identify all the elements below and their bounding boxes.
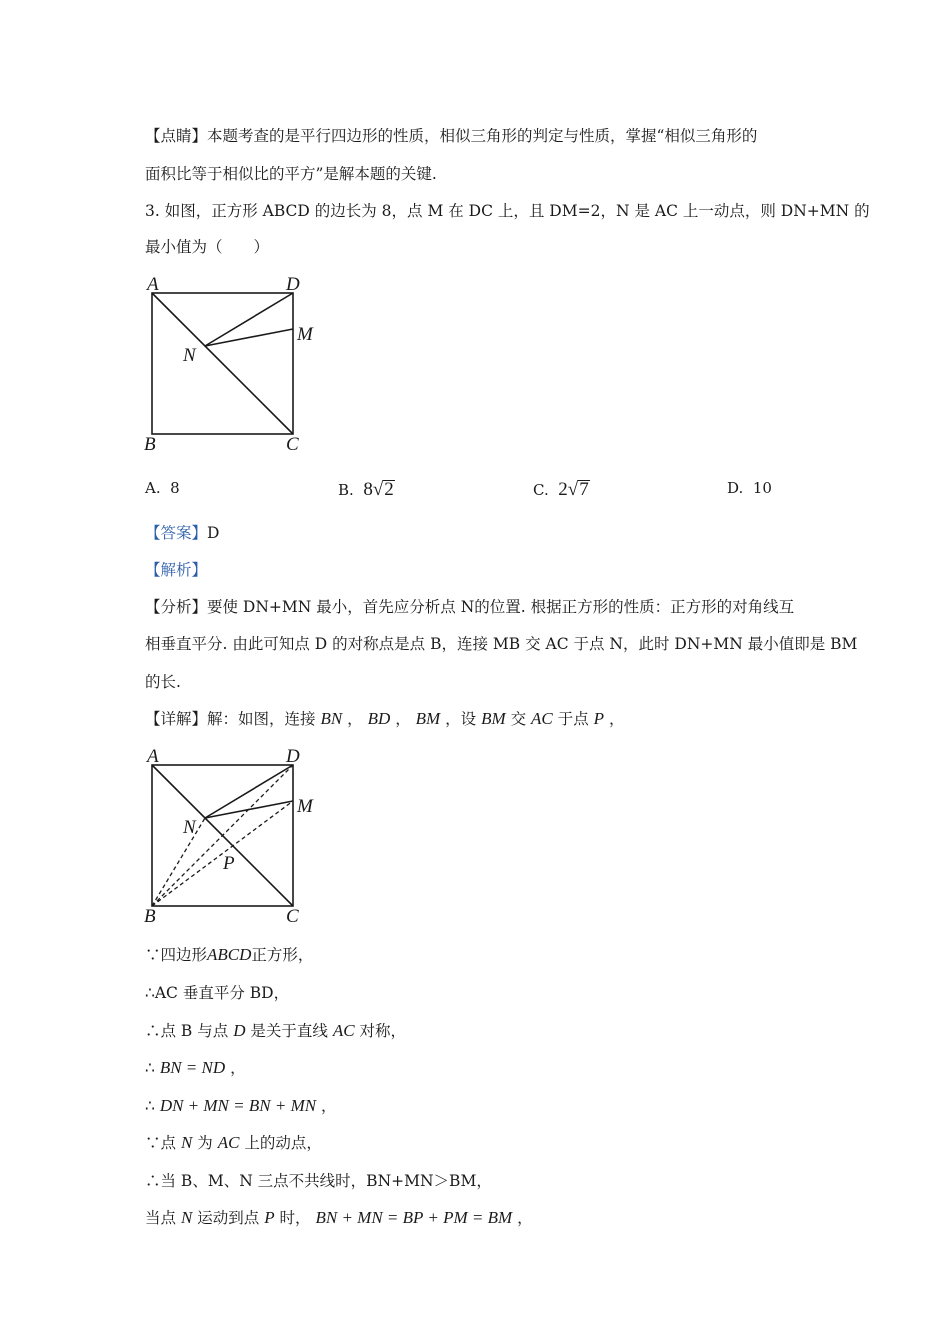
step-5-text-b: ， xyxy=(321,1097,337,1115)
question-line-1: 3. 如图，正方形 ABCD 的边长为 8，点 M 在 DC 上，且 DM=2，N 是 AC 上一动点，则 DN+MN 的 xyxy=(145,202,870,220)
step-1-text-b: 正方形， xyxy=(251,946,314,964)
step-4-text-b: ， xyxy=(230,1059,246,1077)
answer-value: D xyxy=(207,524,220,542)
label-m-2: M xyxy=(297,796,313,817)
figure-square-1 xyxy=(140,270,330,455)
label-d: D xyxy=(286,274,300,295)
label-c-2: C xyxy=(286,906,299,927)
label-n-2: N xyxy=(183,817,196,838)
dianjing-line-2: 面积比等于相似比的平方”是解本题的关键. xyxy=(145,165,437,183)
math-bm: BM xyxy=(415,709,441,728)
step-6-text-a: ∵点 xyxy=(145,1134,177,1152)
step-3-math-2: AC xyxy=(332,1021,355,1040)
step-5 xyxy=(145,1096,337,1116)
step-3 xyxy=(145,1021,406,1041)
question-line-2: 最小值为（ ） xyxy=(145,238,270,256)
step-8-text-b: 运动到点 xyxy=(197,1209,260,1227)
option-c-coef: 2 xyxy=(558,479,568,500)
option-d[interactable] xyxy=(727,479,772,497)
step-7: ∴当 B、M、N 三点不共线时，BN+MN＞BM， xyxy=(145,1172,492,1190)
option-a-value: 8 xyxy=(170,479,180,497)
option-b-label: B. xyxy=(338,481,354,499)
math-p: P xyxy=(593,709,605,728)
xiangjie-line xyxy=(145,709,624,729)
step-8 xyxy=(145,1208,533,1228)
dashed-bn xyxy=(152,818,205,906)
step-8-text-c: 时， xyxy=(279,1209,311,1227)
option-d-label: D. xyxy=(727,479,744,497)
step-3-text-a: ∴点 B 与点 xyxy=(145,1022,229,1040)
fenxi-line-2: 相垂直平分. 由此可知点 D 的对称点是点 B，连接 MB 交 AC 于点 N，此时 DN+MN 最小值即是 BM xyxy=(145,635,858,653)
math-bm-2: BM xyxy=(481,709,506,728)
fenxi-line-1: 【分析】要使 DN+MN 最小，首先应分析点 N的位置. 根据正方形的性质：正方形的对角线互 xyxy=(145,598,795,616)
xiangjie-end: ， xyxy=(608,710,625,728)
math-ac: AC xyxy=(531,709,553,728)
step-1-text-a: ∵四边形 xyxy=(145,946,208,964)
option-d-value: 10 xyxy=(752,479,772,497)
step-6-text-b: 为 xyxy=(197,1134,213,1152)
label-m: M xyxy=(297,324,313,345)
label-n: N xyxy=(183,345,196,366)
xiangjie-sep-1: ， xyxy=(347,710,363,728)
step-3-text-b: 是关于直线 xyxy=(250,1022,328,1040)
option-a-label: A. xyxy=(145,479,161,497)
option-c-radicand: 7 xyxy=(579,479,589,500)
math-bn: BN xyxy=(320,709,343,728)
step-5-text-a: ∴ xyxy=(145,1097,155,1115)
step-8-text-d: ， xyxy=(517,1209,533,1227)
analysis-label: 【解析】 xyxy=(145,561,208,579)
label-b-2: B xyxy=(144,906,156,927)
label-d-2: D xyxy=(286,746,300,767)
label-b: B xyxy=(144,434,156,455)
label-p-2: P xyxy=(223,853,235,874)
step-3-math-1: D xyxy=(233,1021,246,1040)
fenxi-line-3: 的长. xyxy=(145,673,181,691)
xiangjie-sep-2: ， xyxy=(395,710,411,728)
answer-line xyxy=(145,523,219,543)
step-2: ∴AC 垂直平分 BD， xyxy=(145,984,290,1002)
xiangjie-prefix: 【详解】解：如图，连接 xyxy=(145,710,316,728)
step-8-text-a: 当点 xyxy=(145,1209,177,1227)
option-b-coef: 8 xyxy=(363,479,373,500)
xiangjie-jiao: 交 xyxy=(510,710,527,728)
step-1 xyxy=(145,945,313,965)
xiangjie-mid: ，设 xyxy=(445,710,477,728)
option-b-value: 8√2 xyxy=(363,479,394,500)
step-6-text-c: 上的动点， xyxy=(244,1134,322,1152)
option-c-value: 2√7 xyxy=(558,479,589,500)
diagonal-ac xyxy=(152,293,293,434)
step-5-math: DN + MN = BN + MN xyxy=(159,1096,317,1115)
step-4-math: BN = ND xyxy=(159,1058,226,1077)
option-a[interactable] xyxy=(145,479,180,497)
label-c: C xyxy=(286,434,299,455)
step-8-math-2: P xyxy=(264,1208,275,1227)
step-8-math-3: BN + MN = BP + PM = BM xyxy=(315,1208,513,1227)
option-c-label: C. xyxy=(533,481,549,499)
figure-square-2 xyxy=(140,742,330,927)
step-6-math-1: N xyxy=(180,1133,193,1152)
option-c[interactable] xyxy=(533,479,590,501)
label-a-2: A xyxy=(147,746,159,767)
option-b-radicand: 2 xyxy=(384,479,394,500)
step-6 xyxy=(145,1133,322,1153)
step-6-math-2: AC xyxy=(217,1133,240,1152)
step-3-text-c: 对称， xyxy=(359,1022,407,1040)
step-8-math-1: N xyxy=(180,1208,193,1227)
option-b[interactable] xyxy=(338,479,395,501)
step-4-text-a: ∴ xyxy=(145,1059,155,1077)
step-1-math: ABCD xyxy=(207,945,252,964)
dianjing-line-1: 【点睛】本题考查的是平行四边形的性质，相似三角形的判定与性质，掌握“相似三角形的 xyxy=(145,127,758,145)
answer-label: 【答案】 xyxy=(145,524,208,542)
xiangjie-yu: 于点 xyxy=(557,710,589,728)
step-4 xyxy=(145,1058,246,1078)
math-bd: BD xyxy=(367,709,391,728)
label-a: A xyxy=(147,274,159,295)
